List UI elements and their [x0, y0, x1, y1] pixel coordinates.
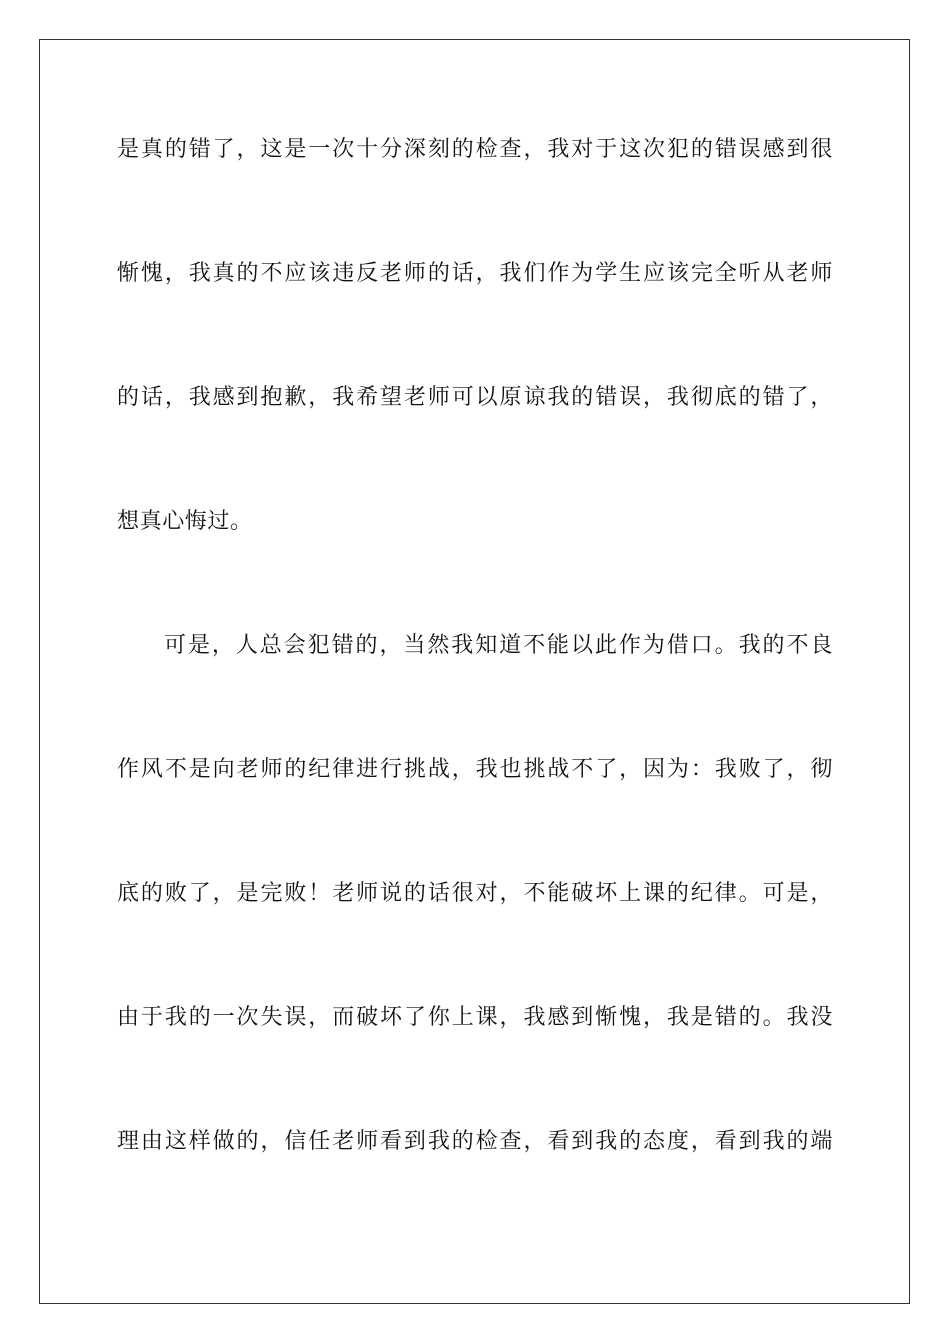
text-line-2: 惭愧，我真的不应该违反老师的话，我们作为学生应该完全听从老师 [117, 261, 833, 286]
text-line-3: 的话，我感到抱歉，我希望老师可以原谅我的错误，我彻底的错了， [117, 385, 833, 410]
text-line-8: 由于我的一次失误，而破坏了你上课，我感到惭愧，我是错的。我没 [117, 1005, 833, 1030]
text-line-6: 作风不是向老师的纪律进行挑战，我也挑战不了，因为：我败了，彻 [117, 757, 833, 782]
text-line-7: 底的败了，是完败！老师说的话很对，不能破坏上课的纪律。可是， [117, 881, 833, 906]
text-line-5: 可是，人总会犯错的，当然我知道不能以此作为借口。我的不良 [164, 633, 833, 658]
page-border [39, 39, 910, 1304]
text-line-9: 理由这样做的，信任老师看到我的检查，看到我的态度，看到我的端 [117, 1129, 833, 1154]
text-line-1: 是真的错了，这是一次十分深刻的检查，我对于这次犯的错误感到很 [117, 137, 833, 162]
text-line-4: 想真心悔过。 [117, 509, 253, 534]
